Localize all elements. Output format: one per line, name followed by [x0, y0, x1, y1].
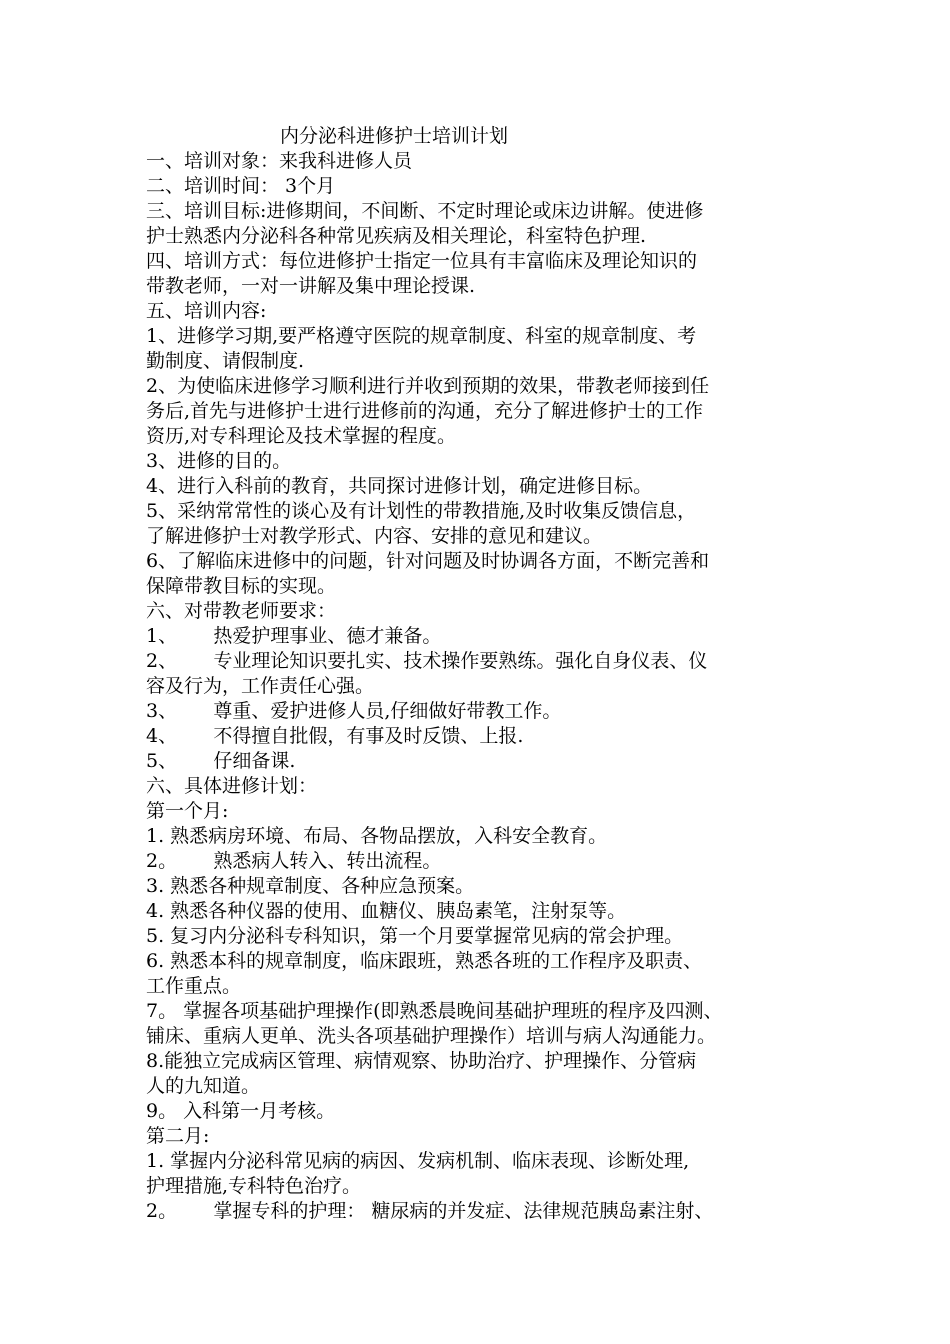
- text-line: 5、采纳常常性的谈心及有计划性的带教措施,及时收集反馈信息，: [146, 500, 697, 522]
- text-line: 铺床、重病人更单、洗头各项基础护理操作）培训与病人沟通能力。: [146, 1025, 717, 1047]
- text-line: 1. 熟悉病房环境、布局、各物品摆放，入科安全教育。: [146, 825, 608, 847]
- text-line: 3、进修的目的。: [146, 450, 292, 472]
- text-line: 六、对带教老师要求：: [146, 600, 337, 622]
- text-line: 六、具体进修计划：: [146, 775, 318, 797]
- text-line: 5、 仔细备课.: [146, 750, 296, 772]
- text-line: 五、培训内容:: [146, 300, 267, 322]
- text-line: 保障带教目标的实现。: [146, 575, 337, 597]
- text-line: 4、 不得擅自批假，有事及时反馈、上报.: [146, 725, 524, 747]
- text-line: 4、进行入科前的教育，共同探讨进修计划，确定进修目标。: [146, 475, 653, 497]
- text-line: 2、 专业理论知识要扎实、技术操作要熟练。强化自身仪表、仪: [146, 650, 708, 672]
- text-line: 护理措施,专科特色治疗。: [146, 1175, 362, 1197]
- text-line: 7。 掌握各项基础护理操作(即熟悉晨晚间基础护理班的程序及四测、: [146, 1000, 723, 1022]
- text-line: 二、培训时间： 3个月: [146, 175, 336, 197]
- text-line: 工作重点。: [146, 975, 242, 997]
- text-line: 5. 复习内分泌科专科知识，第一个月要掌握常见病的常会护理。: [146, 925, 684, 947]
- text-line: 务后,首先与进修护士进行进修前的沟通，充分了解进修护士的工作: [146, 400, 704, 422]
- document-title: 内分泌科进修护士培训计划: [280, 125, 509, 147]
- text-line: 容及行为，工作责任心强。: [146, 675, 375, 697]
- text-line: 6. 熟悉本科的规章制度，临床跟班，熟悉各班的工作程序及职责、: [146, 950, 703, 972]
- text-line: 人的九知道。: [146, 1075, 261, 1097]
- text-line: 8.能独立完成病区管理、病情观察、协助治疗、护理操作、分管病: [146, 1050, 697, 1072]
- text-line: 四、培训方式：每位进修护士指定一位具有丰富临床及理论知识的: [146, 250, 698, 272]
- text-line: 带教老师，一对一讲解及集中理论授课.: [146, 275, 476, 297]
- text-line: 第二月:: [146, 1125, 210, 1147]
- document-lines: [146, 149, 816, 1224]
- text-line: 2。 掌握专科的护理： 糖尿病的并发症、法律规范胰岛素注射、: [146, 1200, 714, 1222]
- text-line: 了解进修护士对教学形式、内容、安排的意见和建议。: [146, 525, 603, 547]
- text-line: 2、为使临床进修学习顺利进行并收到预期的效果，带教老师接到任: [146, 375, 710, 397]
- text-line: 3、 尊重、爱护进修人员,仔细做好带教工作。: [146, 700, 562, 722]
- text-line: 护士熟悉内分泌科各种常见疾病及相关理论，科室特色护理.: [146, 225, 647, 247]
- text-line: 第一个月:: [146, 800, 229, 822]
- text-line: 9。 入科第一月考核。: [146, 1100, 336, 1122]
- text-line: 2。 熟悉病人转入、转出流程。: [146, 850, 442, 872]
- document-body: [146, 124, 816, 1224]
- text-line: 三、培训目标:进修期间，不间断、不定时理论或床边讲解。使进修: [146, 200, 704, 222]
- text-line: 一、培训对象：来我科进修人员: [146, 150, 413, 172]
- text-line: 4. 熟悉各种仪器的使用、血糖仪、胰岛素笔，注射泵等。: [146, 900, 627, 922]
- text-line: 3. 熟悉各种规章制度、各种应急预案。: [146, 875, 475, 897]
- text-line: 1. 掌握内分泌科常见病的病因、发病机制、临床表现、诊断处理,: [146, 1150, 690, 1172]
- text-line: 6、了解临床进修中的问题，针对问题及时协调各方面，不断完善和: [146, 550, 710, 572]
- text-line: 勤制度、请假制度.: [146, 350, 305, 372]
- text-line: 1、 热爱护理事业、德才兼备。: [146, 625, 442, 647]
- text-line: 资历,对专科理论及技术掌握的程度。: [146, 425, 457, 447]
- text-line: 1、进修学习期,要严格遵守医院的规章制度、科室的规章制度、考: [146, 325, 697, 347]
